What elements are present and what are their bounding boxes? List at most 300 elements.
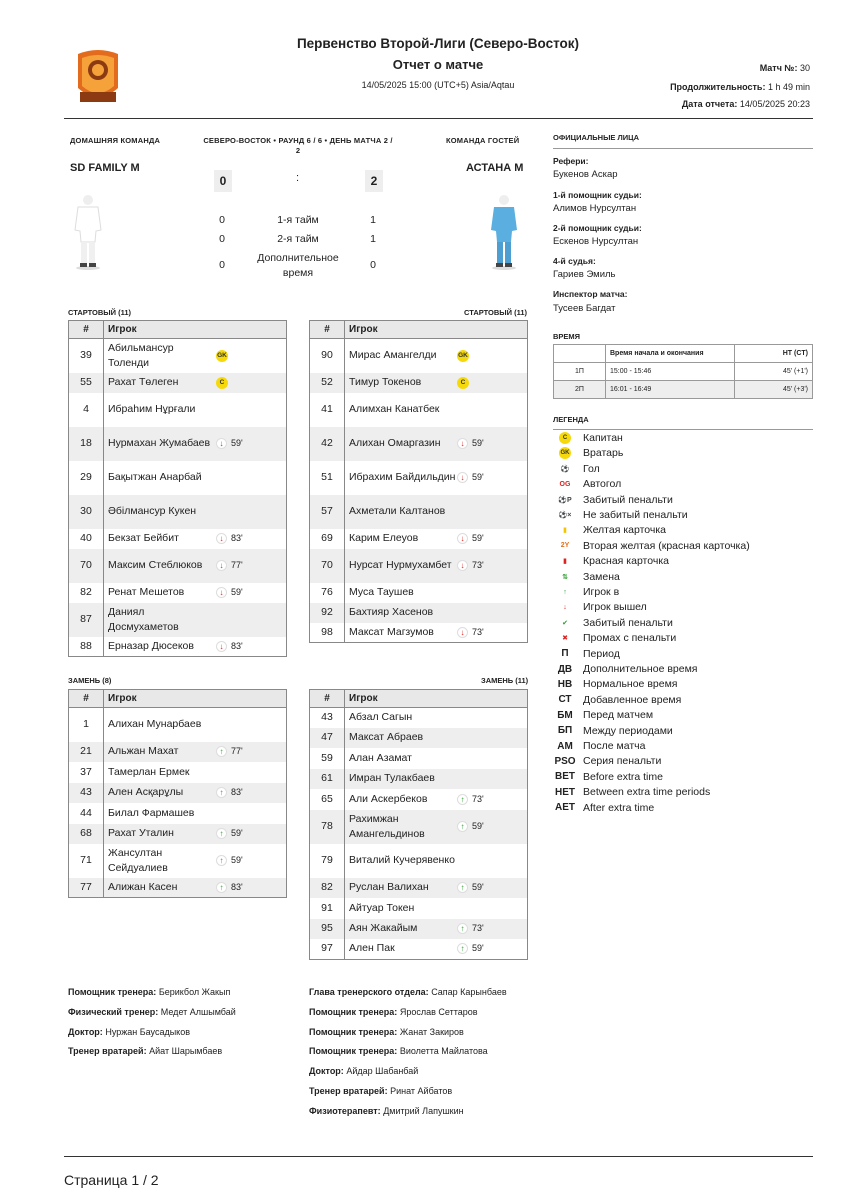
legend-label: Дополнительное время xyxy=(583,663,698,675)
officials-divider xyxy=(553,148,813,149)
player-number: 90 xyxy=(310,339,345,373)
player-row xyxy=(69,803,287,824)
player-number: 18 xyxy=(69,427,104,461)
time-range: 15:00 - 15:46 xyxy=(606,363,735,381)
player-in-icon: ↑ xyxy=(216,882,227,893)
player-name: Али Аскербеков xyxy=(349,792,428,805)
substitution-minute: 73' xyxy=(472,793,484,804)
staff-role: Физиотерапевт: xyxy=(309,1105,381,1116)
col-num-header: # xyxy=(310,690,345,708)
substitution-minute: 77' xyxy=(231,560,243,570)
legend-item xyxy=(558,539,750,553)
legend-label: Капитан xyxy=(583,432,623,444)
player-in-icon: ↑ xyxy=(216,746,227,757)
staff-role: Доктор: xyxy=(68,1026,103,1037)
substitution-minute: 83' xyxy=(231,533,243,543)
staff-role: Доктор: xyxy=(309,1066,344,1077)
player-number: 39 xyxy=(69,339,104,373)
player-row xyxy=(69,762,287,783)
legend-item xyxy=(553,693,681,707)
player-out-icon: ↓ xyxy=(457,472,468,483)
legend-label: Добавленное время xyxy=(583,693,682,706)
player-name: Бахтияр Хасенов xyxy=(349,606,434,618)
player-name: Мирас Амангелди xyxy=(349,349,437,362)
player-row xyxy=(69,742,287,762)
legend-item xyxy=(553,754,661,768)
away-subs-table xyxy=(309,689,528,960)
legend-label: Период xyxy=(583,647,620,660)
player-in-icon: ↑ xyxy=(563,588,567,596)
player-name: Алихан Мунарбаев xyxy=(108,718,202,731)
player-name: Алижан Касен xyxy=(108,880,178,893)
period-2-away: 1 xyxy=(370,233,376,245)
player-row xyxy=(310,939,528,960)
col-num-header: # xyxy=(310,321,345,339)
period-extra-away: 0 xyxy=(370,259,376,271)
legend-item xyxy=(558,554,669,568)
officials-caption: ОФИЦИАЛЬНЫЕ ЛИЦА xyxy=(553,133,640,142)
legend-label: Между периодами xyxy=(583,724,673,737)
col-player-header: Игрок xyxy=(345,321,528,339)
player-name: Тамерлан Ермек xyxy=(108,765,190,778)
time-ht: 45' (+1') xyxy=(735,363,813,381)
player-number: 1 xyxy=(69,708,104,742)
player-row xyxy=(69,708,287,742)
match-number: Матч №: 30 xyxy=(759,63,810,73)
col-player-header: Игрок xyxy=(104,690,287,708)
official-name: Тусеев Багдат xyxy=(553,303,616,314)
substitution-minute: 59' xyxy=(231,828,243,838)
player-number: 61 xyxy=(310,769,345,789)
player-in-icon: ↑ xyxy=(457,943,468,954)
player-number: 88 xyxy=(69,637,104,657)
legend-item xyxy=(553,662,698,676)
away-kit-icon xyxy=(484,194,524,270)
player-row xyxy=(69,339,287,373)
legend-item xyxy=(553,801,654,815)
official-role: 2-й помощник судьи: xyxy=(553,223,642,233)
captain-icon: C xyxy=(559,432,571,444)
player-in-icon: ↑ xyxy=(457,923,468,934)
player-out-icon: ↓ xyxy=(216,587,227,598)
home-score: 0 xyxy=(214,170,232,192)
staff-role: Помощник тренера: xyxy=(309,1006,398,1017)
player-number: 44 xyxy=(69,803,104,824)
player-name: Абзал Сагын xyxy=(349,711,413,724)
legend-item xyxy=(558,508,688,522)
col-num-header: # xyxy=(69,690,104,708)
time-col-range: Время начала и окончания xyxy=(606,345,735,363)
player-name: Алан Азамат xyxy=(349,751,412,764)
player-number: 55 xyxy=(69,373,104,393)
legend-item xyxy=(553,770,663,784)
staff-member xyxy=(68,1007,236,1017)
substitution-minute: 73' xyxy=(472,560,484,570)
player-number: 30 xyxy=(69,495,104,529)
substitution-minute: 83' xyxy=(231,881,243,892)
official-role: Рефери: xyxy=(553,156,589,166)
player-row xyxy=(69,373,287,393)
away-caption: КОМАНДА ГОСТЕЙ xyxy=(446,136,520,145)
away-start-caption: СТАРТОВЫЙ (11) xyxy=(464,308,528,317)
staff-role: Тренер вратарей: xyxy=(68,1046,147,1057)
player-name: Рахат Төлеген xyxy=(108,376,179,388)
player-number: 47 xyxy=(310,728,345,748)
legend-abbr: П xyxy=(561,648,569,660)
player-row xyxy=(310,728,528,748)
goalkeeper-icon: GK xyxy=(559,447,571,459)
player-number: 41 xyxy=(310,393,345,427)
staff-member xyxy=(309,1086,452,1096)
substitution-minute: 73' xyxy=(472,923,484,933)
player-name: Айтуар Токен xyxy=(349,901,415,914)
player-name: Максим Стеблюков xyxy=(108,559,203,571)
legend-label: Серия пенальти xyxy=(583,755,662,768)
player-in-icon: ↑ xyxy=(216,828,227,839)
substitution-minute: 59' xyxy=(472,438,484,448)
header-divider xyxy=(64,118,813,119)
legend-label: Не забитый пенальти xyxy=(583,509,688,521)
penalty-success-icon: ✔ xyxy=(562,619,568,627)
staff-name: Жанат Закиров xyxy=(399,1026,464,1037)
player-out-icon: ↓ xyxy=(457,627,468,638)
player-out-icon: ↓ xyxy=(216,438,227,449)
legend-item xyxy=(553,785,710,799)
legend-label: Before extra time xyxy=(583,770,663,783)
score-separator: : xyxy=(296,172,300,184)
player-name: Ален Асқарұлы xyxy=(108,786,184,798)
period-2-label: 2-я тайм xyxy=(277,233,319,245)
player-name: Ахметали Калтанов xyxy=(349,505,446,517)
legend-label: Игрок в xyxy=(583,586,620,598)
staff-role: Глава тренерского отдела: xyxy=(309,987,429,997)
player-number: 69 xyxy=(310,529,345,549)
player-name: Ибраһим Нұрғали xyxy=(108,403,196,415)
player-name: Имран Тулакбаев xyxy=(349,772,435,784)
legend-item xyxy=(558,631,676,645)
legend-divider xyxy=(553,429,813,430)
home-caption: ДОМАШНЯЯ КОМАНДА xyxy=(70,136,161,145)
round-caption: СЕВЕРО-ВОСТОК • РАУНД 6 / 6 • ДЕНЬ МАТЧА 2 / 2 xyxy=(203,136,393,155)
legend-label: Перед матчем xyxy=(583,709,654,722)
player-name: Ренат Мешетов xyxy=(108,586,185,598)
captain-badge-icon: C xyxy=(457,377,469,389)
penalty-miss-icon: ✖ xyxy=(562,635,568,643)
home-team-name: SD FAMILY M xyxy=(70,162,140,174)
player-name: Әбілмансур Кукен xyxy=(108,505,197,517)
player-number: 95 xyxy=(310,919,345,939)
player-number: 92 xyxy=(310,603,345,623)
footer-divider xyxy=(64,1156,813,1157)
substitution-minute: 59' xyxy=(231,438,243,448)
player-name: Карим Елеуов xyxy=(349,532,419,544)
player-name: Альжан Махат xyxy=(108,745,179,757)
player-name: Бақытжан Анарбай xyxy=(108,471,202,483)
staff-name: Айдар Шабанбай xyxy=(346,1066,419,1077)
col-num-header: # xyxy=(69,321,104,339)
legend-label: Гол xyxy=(583,462,600,475)
player-name: Нурмахан Жумабаев xyxy=(108,437,211,449)
player-number: 98 xyxy=(310,623,345,643)
staff-member xyxy=(309,1106,464,1116)
player-row xyxy=(310,769,528,789)
staff-member xyxy=(68,1046,222,1056)
player-row xyxy=(310,603,528,623)
player-row xyxy=(69,637,287,657)
substitution-minute: 59' xyxy=(472,472,484,482)
player-name: Бекзат Бейбит xyxy=(108,532,179,544)
player-out-icon: ↓ xyxy=(216,641,227,652)
player-name: Абильмансур Толенди xyxy=(108,341,174,369)
player-number: 70 xyxy=(310,549,345,583)
player-number: 29 xyxy=(69,461,104,495)
substitution-minute: 59' xyxy=(231,587,243,597)
player-number: 70 xyxy=(69,549,104,583)
player-in-icon: ↑ xyxy=(457,821,468,832)
player-row xyxy=(310,748,528,769)
legend-item xyxy=(553,647,620,661)
player-name: Ибрахим Байдильдин xyxy=(349,471,456,483)
player-row xyxy=(310,393,528,427)
time-range: 16:01 - 16:49 xyxy=(606,381,735,399)
legend-label: После матча xyxy=(583,740,646,752)
legend-abbr: BET xyxy=(555,771,575,783)
legend-abbr: HET xyxy=(555,786,575,798)
home-subs-caption: ЗАМЕНЬ (8) xyxy=(68,676,112,685)
staff-role: Физический тренер: xyxy=(68,1006,159,1017)
player-number: 82 xyxy=(69,583,104,603)
player-row xyxy=(310,919,528,939)
legend-item xyxy=(558,462,600,476)
legend-label: Between extra time periods xyxy=(583,786,711,799)
substitution-minute: 59' xyxy=(472,943,484,954)
substitution-minute: 59' xyxy=(472,882,484,892)
staff-role: Помощник тренера: xyxy=(309,1046,398,1057)
player-row xyxy=(310,898,528,919)
player-number: 21 xyxy=(69,742,104,762)
player-row xyxy=(310,583,528,603)
legend-abbr: АМ xyxy=(557,740,573,752)
legend-item xyxy=(558,570,620,584)
report-date: Дата отчета: 14/05/2025 20:23 xyxy=(681,99,810,109)
legend-item xyxy=(553,677,677,691)
legend-label: Желтая карточка xyxy=(583,524,667,537)
player-in-icon: ↑ xyxy=(457,794,468,805)
player-name: Ерназар Дюсеков xyxy=(108,639,194,652)
player-name: Тимур Токенов xyxy=(349,376,422,388)
player-out-icon: ↓ xyxy=(563,603,567,611)
player-number: 91 xyxy=(310,898,345,919)
legend-label: Забитый пенальти xyxy=(583,493,673,506)
own-goal-icon: OG xyxy=(559,480,571,488)
player-name: Рахимжан Амангельдинов xyxy=(349,812,425,840)
player-row xyxy=(69,878,287,898)
substitution-icon: ⇅ xyxy=(562,573,568,581)
period-1-away: 1 xyxy=(370,214,376,226)
player-row xyxy=(69,495,287,529)
substitution-minute: 83' xyxy=(231,640,243,651)
player-name: Максат Магзумов xyxy=(349,625,434,638)
goalkeeper-badge-icon: GK xyxy=(457,350,469,362)
player-number: 82 xyxy=(310,878,345,898)
staff-name: Айат Шарымбаев xyxy=(149,1046,223,1057)
staff-name: Сапар Карынбаев xyxy=(431,987,507,997)
legend-label: Нормальное время xyxy=(583,678,678,691)
player-row xyxy=(69,393,287,427)
goalkeeper-badge-icon: GK xyxy=(216,350,228,362)
player-name: Алимхан Канатбек xyxy=(349,403,440,415)
match-duration: Продолжительность: 1 h 49 min xyxy=(670,82,810,92)
substitution-minute: 59' xyxy=(231,855,243,865)
substitution-minute: 83' xyxy=(231,787,243,797)
player-row xyxy=(69,844,287,878)
staff-name: Дмитрий Лапушкин xyxy=(383,1105,464,1116)
legend-label: Вратарь xyxy=(583,447,624,460)
player-number: 68 xyxy=(69,824,104,844)
official-name: Ескенов Нурсултан xyxy=(553,236,639,247)
goal-icon: ⚽ xyxy=(560,465,570,473)
player-row xyxy=(69,603,287,637)
player-row xyxy=(69,824,287,844)
player-name: Руслан Валихан xyxy=(349,881,429,893)
legend-label: Замена xyxy=(583,570,620,583)
legend-item xyxy=(558,600,647,614)
time-col-ht: HT (CT) xyxy=(735,345,813,363)
player-number: 76 xyxy=(310,583,345,603)
player-number: 87 xyxy=(69,603,104,637)
staff-member xyxy=(309,1046,488,1056)
away-score: 2 xyxy=(365,170,383,192)
player-in-icon: ↑ xyxy=(457,882,468,893)
time-period: 2П xyxy=(554,381,606,399)
player-number: 78 xyxy=(310,810,345,844)
player-row xyxy=(310,373,528,393)
staff-name: Виолетта Майлатова xyxy=(399,1046,488,1057)
player-name: Рахат Уталин xyxy=(108,827,174,839)
substitution-minute: 73' xyxy=(472,626,484,637)
player-row xyxy=(310,529,528,549)
player-out-icon: ↓ xyxy=(457,533,468,544)
player-name: Алихан Омаргазин xyxy=(349,437,441,449)
staff-role: Помощник тренера: xyxy=(68,987,157,997)
staff-role: Помощник тренера: xyxy=(309,1026,398,1037)
player-row xyxy=(310,708,528,728)
player-name: Нурсат Нурмухамбет xyxy=(349,559,452,571)
home-start-caption: СТАРТОВЫЙ (11) xyxy=(68,308,132,317)
legend-item xyxy=(553,739,645,753)
staff-member xyxy=(309,987,507,997)
time-ht: 45' (+3') xyxy=(735,381,813,399)
player-number: 37 xyxy=(69,762,104,783)
player-name: Максат Абраев xyxy=(349,731,424,743)
yellow-card-icon: ▮ xyxy=(563,527,567,535)
time-table xyxy=(553,344,813,399)
legend-item xyxy=(553,708,653,722)
period-1-home: 0 xyxy=(219,214,225,226)
period-extra-home: 0 xyxy=(219,259,225,271)
player-number: 52 xyxy=(310,373,345,393)
legend-item xyxy=(553,724,673,738)
player-number: 40 xyxy=(69,529,104,549)
second-yellow-icon: 2Y xyxy=(560,542,570,550)
substitution-minute: 59' xyxy=(472,821,484,831)
staff-member xyxy=(309,1027,464,1037)
legend-label: After extra time xyxy=(583,801,655,814)
player-number: 77 xyxy=(69,878,104,898)
staff-name: Ярослав Сеттаров xyxy=(399,1006,478,1017)
player-name: Виталий Кучерявенко xyxy=(349,854,455,866)
official-role: 4-й судья: xyxy=(553,256,596,266)
player-number: 51 xyxy=(310,461,345,495)
staff-member xyxy=(309,1007,478,1017)
legend-item xyxy=(558,616,673,630)
legend-item xyxy=(558,585,619,599)
captain-badge-icon: C xyxy=(216,377,228,389)
player-name: Муса Таушев xyxy=(349,586,414,598)
player-name: Даниял Досмухаметов xyxy=(108,605,179,633)
staff-member xyxy=(68,1027,190,1037)
legend-label: Автогол xyxy=(583,478,622,491)
player-out-icon: ↓ xyxy=(216,560,227,571)
player-number: 79 xyxy=(310,844,345,878)
legend-item xyxy=(558,446,623,460)
away-starting-table xyxy=(309,320,528,643)
player-number: 43 xyxy=(310,708,345,728)
legend-label: Забитый пенальти xyxy=(583,616,673,629)
official-name: Гариев Эмиль xyxy=(553,269,616,280)
time-period: 1П xyxy=(554,363,606,381)
player-row xyxy=(69,549,287,583)
player-name: Жансултан Сейдуалиев xyxy=(108,846,168,874)
staff-name: Медет Алшымбай xyxy=(160,1006,236,1017)
period-2-home: 0 xyxy=(219,233,225,245)
staff-name: Ринат Айбатов xyxy=(390,1086,453,1096)
official-role: 1-й помощник судьи: xyxy=(553,190,642,200)
time-col-period xyxy=(554,345,606,363)
player-row xyxy=(310,878,528,898)
player-row xyxy=(69,461,287,495)
player-row xyxy=(69,583,287,603)
legend-item xyxy=(558,477,621,491)
player-row xyxy=(310,623,528,643)
player-number: 4 xyxy=(69,393,104,427)
legend-item xyxy=(558,523,666,537)
legend-abbr: PSO xyxy=(554,755,576,767)
substitution-minute: 77' xyxy=(231,746,243,756)
player-row xyxy=(69,529,287,549)
official-role: Инспектор матча: xyxy=(553,289,628,299)
player-number: 42 xyxy=(310,427,345,461)
staff-member xyxy=(309,1066,418,1076)
player-row xyxy=(310,789,528,810)
player-row xyxy=(69,427,287,461)
player-name: Билал Фармашев xyxy=(108,806,195,819)
time-caption: ВРЕМЯ xyxy=(553,332,581,341)
player-row xyxy=(310,549,528,583)
player-row xyxy=(310,339,528,373)
player-number: 65 xyxy=(310,789,345,810)
staff-name: Берикбол Жакып xyxy=(158,987,231,997)
col-player-header: Игрок xyxy=(104,321,287,339)
legend-caption: ЛЕГЕНДА xyxy=(553,415,589,424)
staff-member xyxy=(68,987,230,997)
league-title: Первенство Второй-Лиги (Северо-Восток) xyxy=(296,36,580,51)
penalty-scored-icon: ⚽P xyxy=(558,496,572,504)
player-out-icon: ↓ xyxy=(457,560,468,571)
home-starting-table xyxy=(68,320,287,657)
staff-role: Тренер вратарей: xyxy=(309,1086,388,1096)
player-row xyxy=(310,495,528,529)
